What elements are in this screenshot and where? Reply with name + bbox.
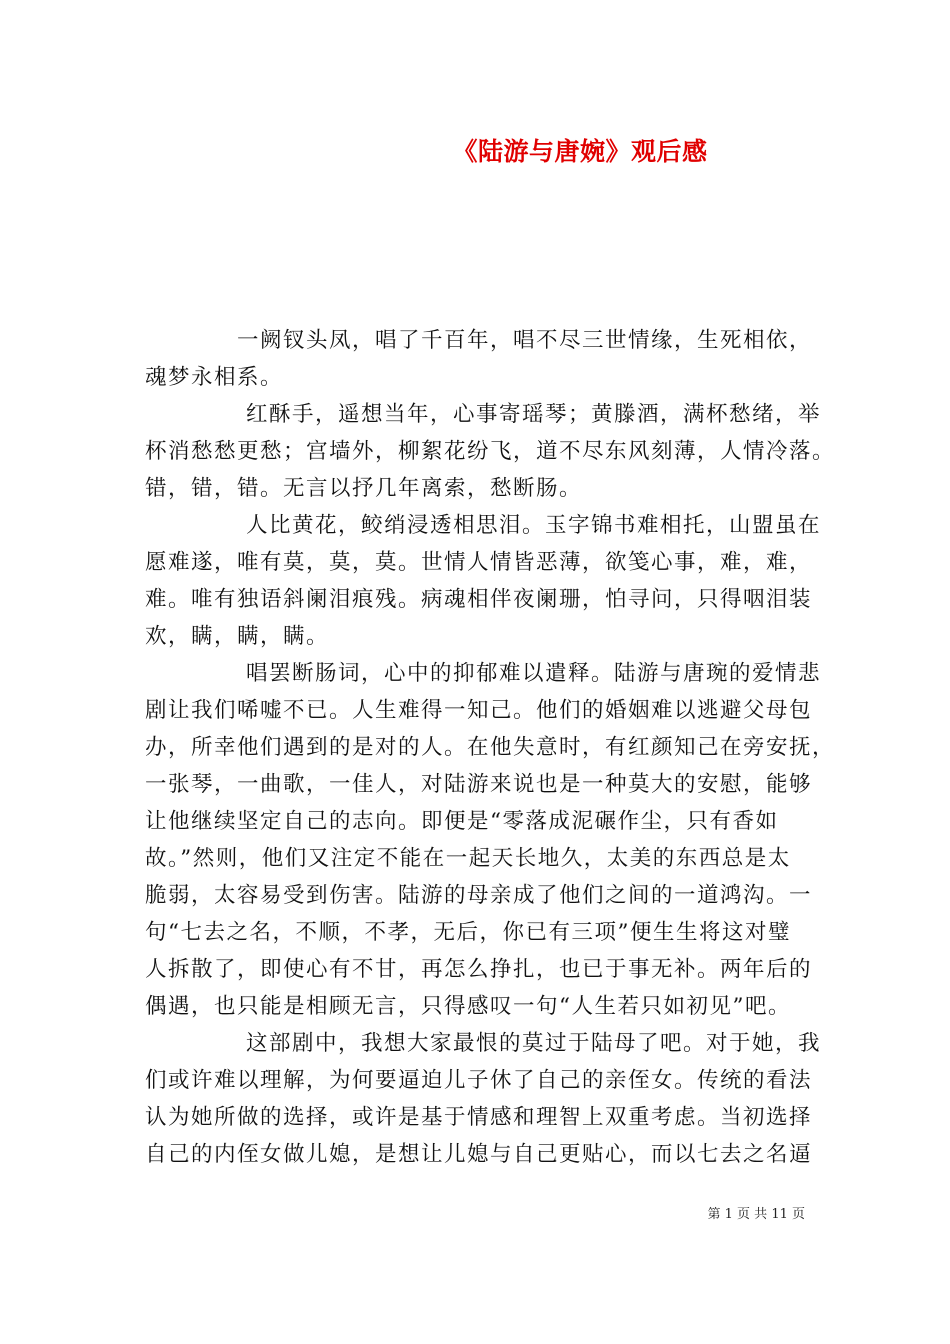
text-line: 难。唯有独语斜阑泪痕残。病魂相伴夜阑珊，怕寻问，只得咽泪装 bbox=[145, 587, 813, 612]
paragraph bbox=[145, 1025, 825, 1173]
paragraph bbox=[145, 655, 836, 1025]
text-line: 故。”然则，他们又注定不能在一起天长地久，太美的东西总是太 bbox=[145, 846, 791, 871]
text-line: 们或许难以理解，为何要逼迫儿子休了自己的亲侄女。传统的看法 bbox=[145, 1068, 813, 1093]
text-line: 自己的内侄女做儿媳，是想让儿媳与自己更贴心，而以七去之名逼 bbox=[145, 1142, 813, 1167]
text-line: 认为她所做的选择，或许是基于情感和理智上双重考虑。当初选择 bbox=[145, 1105, 813, 1130]
text-line: 办，所幸他们遇到的是对的人。在他失意时，有红颜知己在旁安抚， bbox=[145, 735, 836, 760]
text-line: 错，错，错。无言以抒几年离索，愁断肠。 bbox=[145, 476, 583, 501]
paragraph bbox=[145, 396, 836, 507]
document-title: 《陆游与唐婉》观后感 bbox=[452, 137, 708, 166]
text-line: 脆弱，太容易受到伤害。陆游的母亲成了他们之间的一道鸿沟。一 bbox=[145, 883, 813, 908]
text-line: 红酥手，遥想当年，心事寄瑶琴；黄滕酒，满杯愁绪，举 bbox=[246, 402, 822, 427]
text-line: 唱罢断肠词，心中的抑郁难以遣释。陆游与唐琬的爱情悲 bbox=[246, 661, 822, 686]
text-line: 一张琴，一曲歌，一佳人，对陆游来说也是一种莫大的安慰，能够 bbox=[145, 772, 813, 797]
text-line: 这部剧中，我想大家最恨的莫过于陆母了吧。对于她，我 bbox=[246, 1031, 822, 1056]
text-line: 人比黄花，鲛绡浸透相思泪。玉字锦书难相托，山盟虽在 bbox=[246, 513, 822, 538]
text-line: 句“七去之名，不顺，不孝，无后，你已有三项”便生生将这对璧 bbox=[145, 920, 791, 945]
paragraph bbox=[145, 507, 825, 655]
text-line: 魂梦永相系。 bbox=[145, 365, 284, 390]
text-line: 人拆散了，即使心有不甘，再怎么挣扎，也已于事无补。两年后的 bbox=[145, 957, 813, 982]
document-body bbox=[145, 322, 836, 1173]
page-number: 第 1 页 共 11 页 bbox=[707, 1207, 805, 1222]
text-line: 欢，瞒，瞒，瞒。 bbox=[145, 624, 330, 649]
text-line: 杯消愁愁更愁；宫墙外，柳絮花纷飞，道不尽东风刻薄，人情冷落。 bbox=[145, 439, 836, 464]
text-line: 一阙钗头凤，唱了千百年，唱不尽三世情缘，生死相依， bbox=[237, 328, 813, 353]
text-line: 剧让我们唏嘘不已。人生难得一知己。他们的婚姻难以逃避父母包 bbox=[145, 698, 813, 723]
paragraph bbox=[145, 322, 825, 396]
text-line: 愿难遂，唯有莫，莫，莫。世情人情皆恶薄，欲笺心事，难，难， bbox=[145, 550, 813, 575]
text-line: 让他继续坚定自己的志向。即便是“零落成泥碾作尘，只有香如 bbox=[145, 809, 779, 834]
text-line: 偶遇，也只能是相顾无言，只得感叹一句“人生若只如初见”吧。 bbox=[145, 994, 791, 1019]
